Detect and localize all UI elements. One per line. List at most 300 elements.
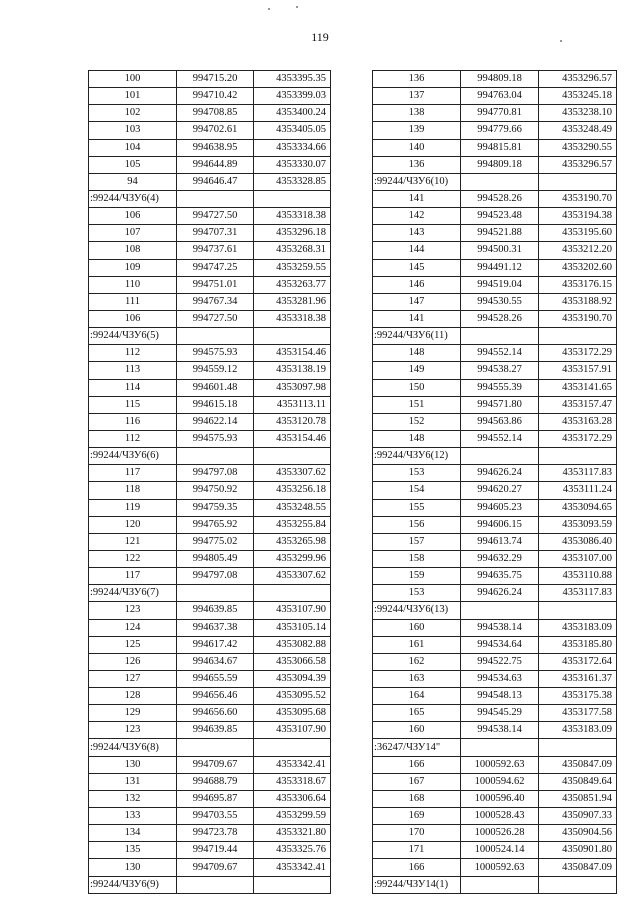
point-number-cell: 166 bbox=[373, 756, 461, 773]
y-coordinate-cell: 4353318.67 bbox=[254, 773, 331, 790]
y-coordinate-cell: 4353094.39 bbox=[254, 670, 331, 687]
table-row bbox=[373, 413, 617, 430]
x-coordinate-cell: 1000592.63 bbox=[461, 756, 539, 773]
y-coordinate-cell bbox=[254, 190, 331, 207]
table-row bbox=[89, 345, 331, 362]
y-coordinate-cell: 4353296.18 bbox=[254, 225, 331, 242]
point-number-cell: 160 bbox=[373, 619, 461, 636]
table-row bbox=[89, 225, 331, 242]
x-coordinate-cell: 994637.38 bbox=[177, 619, 254, 636]
x-coordinate-cell: 994534.63 bbox=[461, 670, 539, 687]
table-row bbox=[89, 139, 331, 156]
parcel-label-cell: :99244/ЧЗУ6(7) bbox=[89, 585, 177, 602]
x-coordinate-cell: 994639.85 bbox=[177, 722, 254, 739]
x-coordinate-cell: 994538.27 bbox=[461, 362, 539, 379]
parcel-label-cell: :99244/ЧЗУ6(10) bbox=[373, 173, 461, 190]
point-number-cell: 112 bbox=[89, 345, 177, 362]
point-number-cell: 104 bbox=[89, 139, 177, 156]
point-number-cell: 158 bbox=[373, 550, 461, 567]
table-row bbox=[89, 825, 331, 842]
y-coordinate-cell: 4353202.60 bbox=[539, 259, 617, 276]
table-row bbox=[373, 139, 617, 156]
point-number-cell: 106 bbox=[89, 208, 177, 225]
y-coordinate-cell: 4353263.77 bbox=[254, 276, 331, 293]
y-coordinate-cell: 4353093.59 bbox=[539, 516, 617, 533]
table-row bbox=[373, 499, 617, 516]
x-coordinate-cell: 994530.55 bbox=[461, 293, 539, 310]
y-coordinate-cell: 4353318.38 bbox=[254, 208, 331, 225]
x-coordinate-cell: 994559.12 bbox=[177, 362, 254, 379]
x-coordinate-cell: 994552.14 bbox=[461, 345, 539, 362]
y-coordinate-cell: 4353259.55 bbox=[254, 259, 331, 276]
table-row bbox=[89, 362, 331, 379]
table-row bbox=[89, 482, 331, 499]
point-number-cell: 117 bbox=[89, 568, 177, 585]
point-number-cell: 131 bbox=[89, 773, 177, 790]
table-row bbox=[89, 156, 331, 173]
table-row bbox=[373, 825, 617, 842]
page-number: 119 bbox=[311, 30, 329, 44]
table-row bbox=[373, 310, 617, 327]
point-number-cell: 106 bbox=[89, 310, 177, 327]
table-row bbox=[89, 533, 331, 550]
point-number-cell: 119 bbox=[89, 499, 177, 516]
table-row bbox=[373, 773, 617, 790]
y-coordinate-cell bbox=[254, 328, 331, 345]
parcel-label-cell: :99244/ЧЗУ6(12) bbox=[373, 448, 461, 465]
point-number-cell: 151 bbox=[373, 396, 461, 413]
point-number-cell: 122 bbox=[89, 550, 177, 567]
y-coordinate-cell bbox=[539, 173, 617, 190]
y-coordinate-cell: 4353325.76 bbox=[254, 842, 331, 859]
y-coordinate-cell: 4353190.70 bbox=[539, 190, 617, 207]
point-number-cell: 123 bbox=[89, 722, 177, 739]
y-coordinate-cell: 4353268.31 bbox=[254, 242, 331, 259]
point-number-cell: 168 bbox=[373, 790, 461, 807]
x-coordinate-cell: 994723.78 bbox=[177, 825, 254, 842]
x-coordinate-cell: 994571.80 bbox=[461, 396, 539, 413]
point-number-cell: 130 bbox=[89, 859, 177, 876]
point-number-cell: 135 bbox=[89, 842, 177, 859]
point-number-cell: 143 bbox=[373, 225, 461, 242]
y-coordinate-cell: 4353188.92 bbox=[539, 293, 617, 310]
x-coordinate-cell: 994719.44 bbox=[177, 842, 254, 859]
table-row bbox=[89, 790, 331, 807]
table-row bbox=[89, 242, 331, 259]
x-coordinate-cell: 994727.50 bbox=[177, 208, 254, 225]
x-coordinate-cell: 994575.93 bbox=[177, 430, 254, 447]
point-number-cell: 153 bbox=[373, 465, 461, 482]
point-number-cell: 126 bbox=[89, 653, 177, 670]
table-row bbox=[373, 756, 617, 773]
table-row bbox=[373, 293, 617, 310]
point-number-cell: 154 bbox=[373, 482, 461, 499]
point-number-cell: 142 bbox=[373, 208, 461, 225]
point-number-cell: 115 bbox=[89, 396, 177, 413]
y-coordinate-cell: 4350901.80 bbox=[539, 842, 617, 859]
y-coordinate-cell: 4353163.28 bbox=[539, 413, 617, 430]
table-row bbox=[89, 413, 331, 430]
point-number-cell: 164 bbox=[373, 688, 461, 705]
point-number-cell: 123 bbox=[89, 602, 177, 619]
y-coordinate-cell: 4353321.80 bbox=[254, 825, 331, 842]
x-coordinate-cell: 994538.14 bbox=[461, 722, 539, 739]
x-coordinate-cell: 994737.61 bbox=[177, 242, 254, 259]
table-row bbox=[89, 568, 331, 585]
x-coordinate-cell: 994751.01 bbox=[177, 276, 254, 293]
x-coordinate-cell: 994563.86 bbox=[461, 413, 539, 430]
point-number-cell: 137 bbox=[373, 88, 461, 105]
y-coordinate-cell: 4353328.85 bbox=[254, 173, 331, 190]
point-number-cell: 148 bbox=[373, 345, 461, 362]
table-row bbox=[373, 430, 617, 447]
x-coordinate-cell: 994656.46 bbox=[177, 688, 254, 705]
x-coordinate-cell bbox=[461, 328, 539, 345]
x-coordinate-cell: 994779.66 bbox=[461, 122, 539, 139]
scan-speck bbox=[268, 8, 270, 10]
table-row bbox=[373, 653, 617, 670]
coordinates-table-left bbox=[88, 70, 331, 894]
x-coordinate-cell: 994622.14 bbox=[177, 413, 254, 430]
point-number-cell: 117 bbox=[89, 465, 177, 482]
x-coordinate-cell bbox=[177, 585, 254, 602]
y-coordinate-cell: 4353296.57 bbox=[539, 71, 617, 88]
point-number-cell: 140 bbox=[373, 139, 461, 156]
table-row bbox=[89, 705, 331, 722]
table-row bbox=[373, 190, 617, 207]
y-coordinate-cell: 4353256.18 bbox=[254, 482, 331, 499]
point-number-cell: 129 bbox=[89, 705, 177, 722]
y-coordinate-cell: 4353172.29 bbox=[539, 345, 617, 362]
point-number-cell: 141 bbox=[373, 310, 461, 327]
table-row bbox=[373, 550, 617, 567]
point-number-cell: 102 bbox=[89, 105, 177, 122]
point-number-cell: 121 bbox=[89, 533, 177, 550]
point-number-cell: 134 bbox=[89, 825, 177, 842]
point-number-cell: 165 bbox=[373, 705, 461, 722]
table-row bbox=[89, 71, 331, 88]
y-coordinate-cell bbox=[539, 876, 617, 893]
x-coordinate-cell: 1000526.28 bbox=[461, 825, 539, 842]
x-coordinate-cell: 994747.25 bbox=[177, 259, 254, 276]
y-coordinate-cell: 4353400.24 bbox=[254, 105, 331, 122]
table-row bbox=[89, 876, 331, 893]
x-coordinate-cell bbox=[461, 173, 539, 190]
table-row bbox=[373, 225, 617, 242]
y-coordinate-cell: 4353405.05 bbox=[254, 122, 331, 139]
x-coordinate-cell: 994715.20 bbox=[177, 71, 254, 88]
x-coordinate-cell: 994767.34 bbox=[177, 293, 254, 310]
point-number-cell: 114 bbox=[89, 379, 177, 396]
point-number-cell: 118 bbox=[89, 482, 177, 499]
y-coordinate-cell: 4350851.94 bbox=[539, 790, 617, 807]
table-row bbox=[89, 842, 331, 859]
table-row bbox=[89, 105, 331, 122]
point-number-cell: 141 bbox=[373, 190, 461, 207]
table-row bbox=[373, 670, 617, 687]
x-coordinate-cell: 994491.12 bbox=[461, 259, 539, 276]
point-number-cell: 156 bbox=[373, 516, 461, 533]
point-number-cell: 148 bbox=[373, 430, 461, 447]
table-row bbox=[373, 156, 617, 173]
table-row bbox=[89, 688, 331, 705]
x-coordinate-cell: 994708.85 bbox=[177, 105, 254, 122]
table-row bbox=[373, 808, 617, 825]
x-coordinate-cell: 994809.18 bbox=[461, 71, 539, 88]
y-coordinate-cell: 4353107.90 bbox=[254, 602, 331, 619]
y-coordinate-cell: 4353307.62 bbox=[254, 465, 331, 482]
x-coordinate-cell: 994646.47 bbox=[177, 173, 254, 190]
y-coordinate-cell: 4353342.41 bbox=[254, 756, 331, 773]
point-number-cell: 163 bbox=[373, 670, 461, 687]
coordinates-table-right bbox=[372, 70, 617, 894]
table-row bbox=[373, 585, 617, 602]
x-coordinate-cell: 994655.59 bbox=[177, 670, 254, 687]
x-coordinate-cell: 994765.92 bbox=[177, 516, 254, 533]
x-coordinate-cell bbox=[177, 448, 254, 465]
y-coordinate-cell: 4353299.59 bbox=[254, 808, 331, 825]
table-row bbox=[89, 276, 331, 293]
point-number-cell: 110 bbox=[89, 276, 177, 293]
x-coordinate-cell: 994805.49 bbox=[177, 550, 254, 567]
point-number-cell: 133 bbox=[89, 808, 177, 825]
point-number-cell: 147 bbox=[373, 293, 461, 310]
y-coordinate-cell bbox=[254, 876, 331, 893]
y-coordinate-cell: 4353183.09 bbox=[539, 722, 617, 739]
point-number-cell: 139 bbox=[373, 122, 461, 139]
y-coordinate-cell: 4353107.90 bbox=[254, 722, 331, 739]
x-coordinate-cell: 994528.26 bbox=[461, 310, 539, 327]
x-coordinate-cell: 994545.29 bbox=[461, 705, 539, 722]
y-coordinate-cell: 4353157.91 bbox=[539, 362, 617, 379]
x-coordinate-cell: 994601.48 bbox=[177, 379, 254, 396]
scan-speck bbox=[296, 6, 298, 8]
x-coordinate-cell: 994644.89 bbox=[177, 156, 254, 173]
scan-speck bbox=[560, 40, 562, 42]
table-row bbox=[373, 568, 617, 585]
table-row bbox=[89, 859, 331, 876]
table-row bbox=[373, 636, 617, 653]
x-coordinate-cell: 994763.04 bbox=[461, 88, 539, 105]
table-row bbox=[89, 670, 331, 687]
table-row bbox=[89, 550, 331, 567]
table-row bbox=[89, 619, 331, 636]
point-number-cell: 109 bbox=[89, 259, 177, 276]
table-row bbox=[373, 688, 617, 705]
y-coordinate-cell: 4353299.96 bbox=[254, 550, 331, 567]
x-coordinate-cell bbox=[461, 602, 539, 619]
parcel-label-cell: :99244/ЧЗУ6(4) bbox=[89, 190, 177, 207]
point-number-cell: 136 bbox=[373, 156, 461, 173]
table-row bbox=[373, 705, 617, 722]
table-row bbox=[373, 122, 617, 139]
x-coordinate-cell: 994523.48 bbox=[461, 208, 539, 225]
y-coordinate-cell bbox=[539, 602, 617, 619]
table-row bbox=[89, 88, 331, 105]
y-coordinate-cell: 4353183.09 bbox=[539, 619, 617, 636]
x-coordinate-cell: 1000528.43 bbox=[461, 808, 539, 825]
x-coordinate-cell: 994606.15 bbox=[461, 516, 539, 533]
y-coordinate-cell bbox=[254, 585, 331, 602]
y-coordinate-cell: 4353175.38 bbox=[539, 688, 617, 705]
table-row bbox=[89, 636, 331, 653]
x-coordinate-cell: 994770.81 bbox=[461, 105, 539, 122]
x-coordinate-cell: 994750.92 bbox=[177, 482, 254, 499]
y-coordinate-cell: 4353113.11 bbox=[254, 396, 331, 413]
x-coordinate-cell: 994620.27 bbox=[461, 482, 539, 499]
x-coordinate-cell: 1000524.14 bbox=[461, 842, 539, 859]
x-coordinate-cell: 994605.23 bbox=[461, 499, 539, 516]
point-number-cell: 161 bbox=[373, 636, 461, 653]
y-coordinate-cell: 4353107.00 bbox=[539, 550, 617, 567]
table-row bbox=[89, 602, 331, 619]
table-row bbox=[373, 859, 617, 876]
x-coordinate-cell: 994632.29 bbox=[461, 550, 539, 567]
y-coordinate-cell: 4350849.64 bbox=[539, 773, 617, 790]
table-row bbox=[89, 465, 331, 482]
point-number-cell: 132 bbox=[89, 790, 177, 807]
y-coordinate-cell: 4353138.19 bbox=[254, 362, 331, 379]
x-coordinate-cell: 994617.42 bbox=[177, 636, 254, 653]
x-coordinate-cell bbox=[461, 876, 539, 893]
y-coordinate-cell: 4353161.37 bbox=[539, 670, 617, 687]
table-row bbox=[89, 328, 331, 345]
table-row bbox=[89, 173, 331, 190]
y-coordinate-cell: 4353296.57 bbox=[539, 156, 617, 173]
y-coordinate-cell: 4353172.64 bbox=[539, 653, 617, 670]
x-coordinate-cell: 994538.14 bbox=[461, 619, 539, 636]
table-row bbox=[89, 722, 331, 739]
table-row bbox=[373, 208, 617, 225]
point-number-cell: 138 bbox=[373, 105, 461, 122]
table-row bbox=[373, 842, 617, 859]
table-row bbox=[89, 396, 331, 413]
point-number-cell: 155 bbox=[373, 499, 461, 516]
table-row bbox=[89, 516, 331, 533]
point-number-cell: 162 bbox=[373, 653, 461, 670]
y-coordinate-cell: 4353306.64 bbox=[254, 790, 331, 807]
y-coordinate-cell: 4353265.98 bbox=[254, 533, 331, 550]
x-coordinate-cell: 994702.61 bbox=[177, 122, 254, 139]
y-coordinate-cell: 4353342.41 bbox=[254, 859, 331, 876]
y-coordinate-cell: 4353097.98 bbox=[254, 379, 331, 396]
x-coordinate-cell bbox=[177, 876, 254, 893]
point-number-cell: 113 bbox=[89, 362, 177, 379]
parcel-label-cell: :99244/ЧЗУ6(8) bbox=[89, 739, 177, 756]
table-row bbox=[373, 722, 617, 739]
point-number-cell: 101 bbox=[89, 88, 177, 105]
y-coordinate-cell: 4350907.33 bbox=[539, 808, 617, 825]
y-coordinate-cell: 4350847.09 bbox=[539, 859, 617, 876]
point-number-cell: 149 bbox=[373, 362, 461, 379]
x-coordinate-cell: 994519.04 bbox=[461, 276, 539, 293]
table-row bbox=[89, 259, 331, 276]
y-coordinate-cell: 4353395.35 bbox=[254, 71, 331, 88]
table-row bbox=[89, 310, 331, 327]
table-row bbox=[373, 105, 617, 122]
y-coordinate-cell: 4353095.68 bbox=[254, 705, 331, 722]
table-row bbox=[89, 499, 331, 516]
x-coordinate-cell: 994815.81 bbox=[461, 139, 539, 156]
table-row bbox=[373, 533, 617, 550]
table-row bbox=[373, 88, 617, 105]
x-coordinate-cell: 994521.88 bbox=[461, 225, 539, 242]
x-coordinate-cell: 994528.26 bbox=[461, 190, 539, 207]
table-row bbox=[89, 653, 331, 670]
x-coordinate-cell: 994626.24 bbox=[461, 465, 539, 482]
x-coordinate-cell: 994797.08 bbox=[177, 568, 254, 585]
y-coordinate-cell: 4353117.83 bbox=[539, 465, 617, 482]
x-coordinate-cell: 994639.85 bbox=[177, 602, 254, 619]
x-coordinate-cell bbox=[177, 328, 254, 345]
table-row bbox=[373, 173, 617, 190]
point-number-cell: 111 bbox=[89, 293, 177, 310]
table-row bbox=[89, 208, 331, 225]
x-coordinate-cell: 994709.67 bbox=[177, 859, 254, 876]
x-coordinate-cell: 994759.35 bbox=[177, 499, 254, 516]
table-row bbox=[89, 808, 331, 825]
x-coordinate-cell: 994809.18 bbox=[461, 156, 539, 173]
y-coordinate-cell: 4353281.96 bbox=[254, 293, 331, 310]
x-coordinate-cell: 994709.67 bbox=[177, 756, 254, 773]
x-coordinate-cell: 994703.55 bbox=[177, 808, 254, 825]
y-coordinate-cell: 4353248.55 bbox=[254, 499, 331, 516]
point-number-cell: 125 bbox=[89, 636, 177, 653]
point-number-cell: 107 bbox=[89, 225, 177, 242]
table-row bbox=[89, 430, 331, 447]
x-coordinate-cell: 994695.87 bbox=[177, 790, 254, 807]
y-coordinate-cell: 4353399.03 bbox=[254, 88, 331, 105]
point-number-cell: 103 bbox=[89, 122, 177, 139]
point-number-cell: 105 bbox=[89, 156, 177, 173]
y-coordinate-cell: 4353154.46 bbox=[254, 345, 331, 362]
y-coordinate-cell: 4350847.09 bbox=[539, 756, 617, 773]
y-coordinate-cell: 4353066.58 bbox=[254, 653, 331, 670]
point-number-cell: 116 bbox=[89, 413, 177, 430]
point-number-cell: 145 bbox=[373, 259, 461, 276]
y-coordinate-cell: 4353154.46 bbox=[254, 430, 331, 447]
table-row bbox=[373, 276, 617, 293]
y-coordinate-cell: 4353141.65 bbox=[539, 379, 617, 396]
parcel-label-cell: :99244/ЧЗУ14(1) bbox=[373, 876, 461, 893]
table-row bbox=[373, 876, 617, 893]
y-coordinate-cell: 4353094.65 bbox=[539, 499, 617, 516]
point-number-cell: 159 bbox=[373, 568, 461, 585]
table-row bbox=[373, 602, 617, 619]
y-coordinate-cell: 4353082.88 bbox=[254, 636, 331, 653]
point-number-cell: 120 bbox=[89, 516, 177, 533]
table-row bbox=[89, 756, 331, 773]
y-coordinate-cell: 4353245.18 bbox=[539, 88, 617, 105]
y-coordinate-cell: 4353172.29 bbox=[539, 430, 617, 447]
x-coordinate-cell: 994626.24 bbox=[461, 585, 539, 602]
x-coordinate-cell: 1000596.40 bbox=[461, 790, 539, 807]
x-coordinate-cell bbox=[461, 448, 539, 465]
x-coordinate-cell: 994635.75 bbox=[461, 568, 539, 585]
table-row bbox=[373, 396, 617, 413]
x-coordinate-cell: 994688.79 bbox=[177, 773, 254, 790]
table-row bbox=[373, 448, 617, 465]
point-number-cell: 153 bbox=[373, 585, 461, 602]
x-coordinate-cell: 994522.75 bbox=[461, 653, 539, 670]
x-coordinate-cell: 994710.42 bbox=[177, 88, 254, 105]
point-number-cell: 167 bbox=[373, 773, 461, 790]
table-row bbox=[89, 448, 331, 465]
table-row bbox=[89, 739, 331, 756]
x-coordinate-cell: 994552.14 bbox=[461, 430, 539, 447]
x-coordinate-cell: 994613.74 bbox=[461, 533, 539, 550]
parcel-label-cell: :36247/ЧЗУ14" bbox=[373, 739, 461, 756]
